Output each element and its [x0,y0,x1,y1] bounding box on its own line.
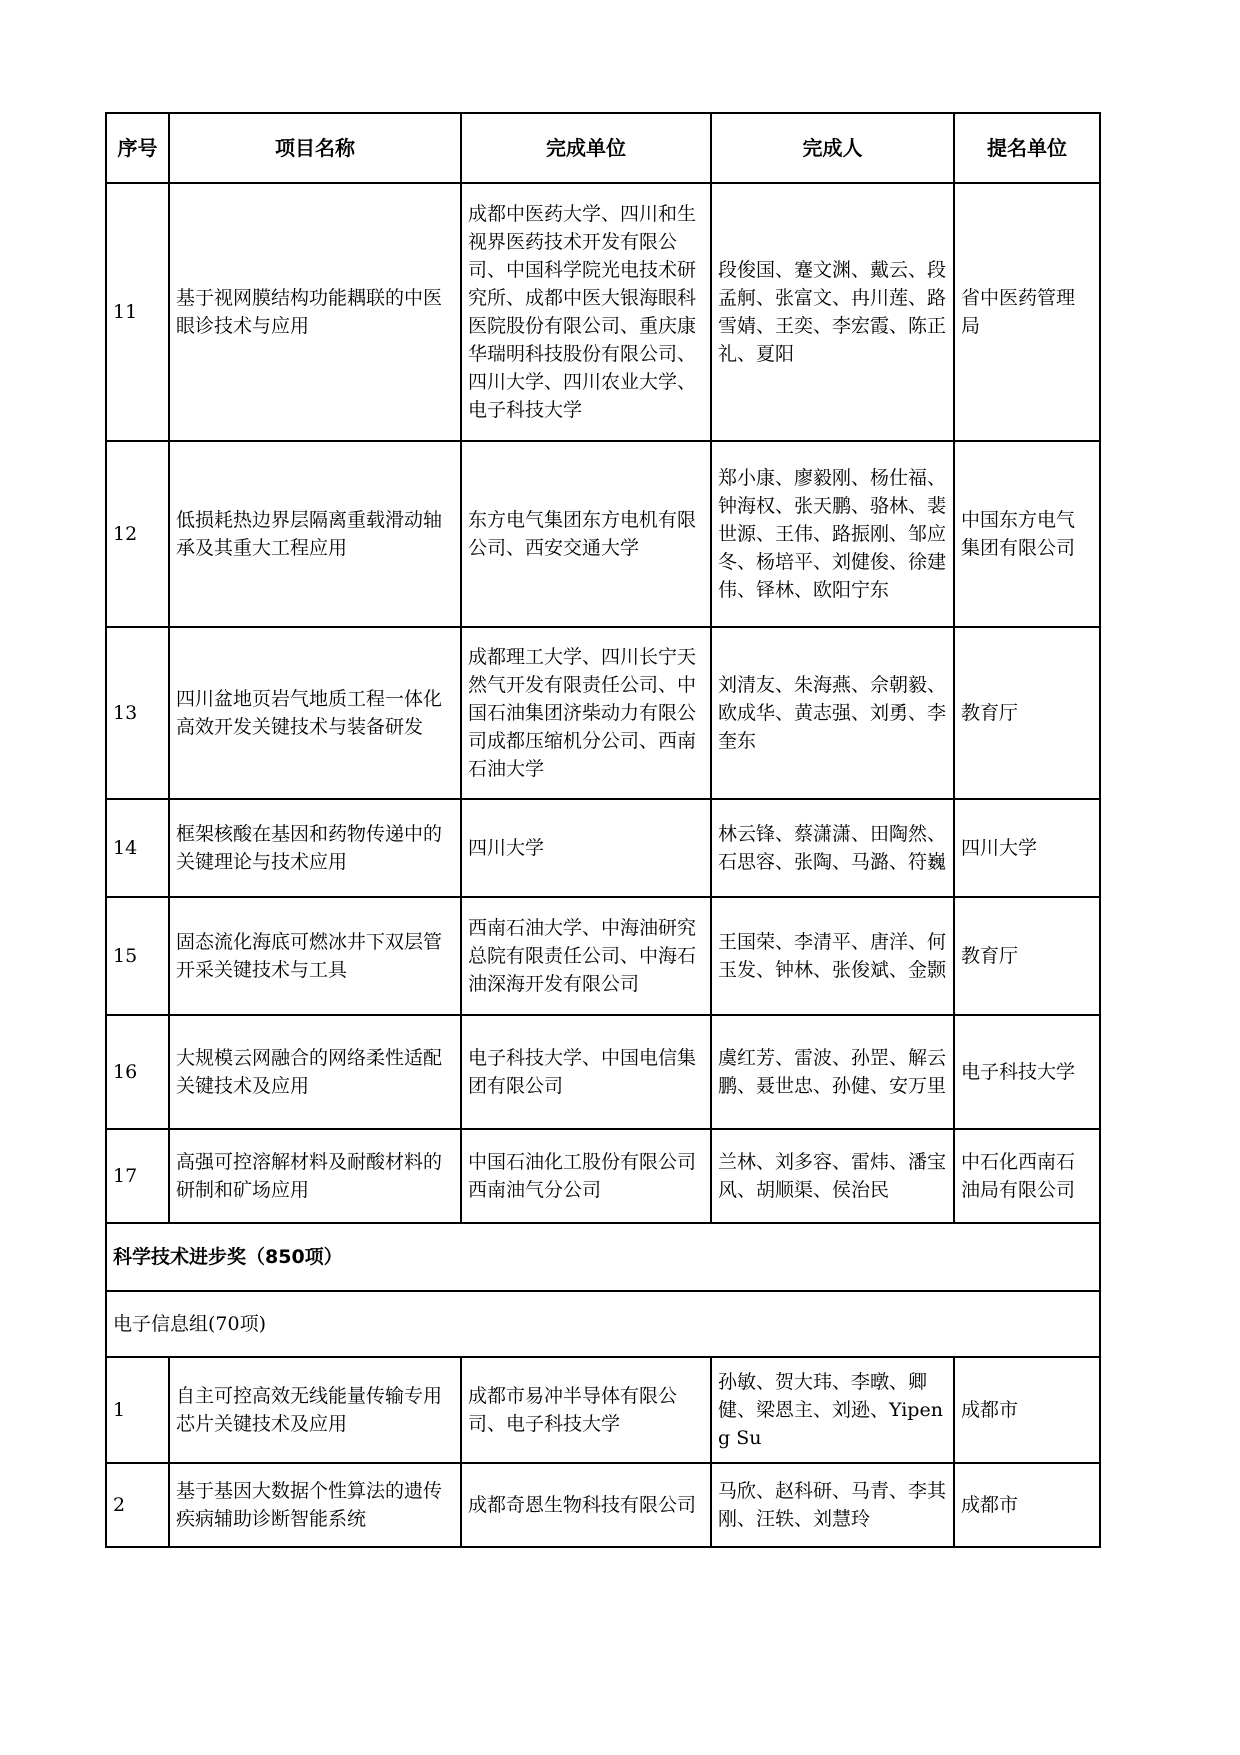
nominating-unit: 省中医药管理局 [954,183,1100,441]
row-number: 2 [106,1463,169,1547]
nominating-unit: 四川大学 [954,799,1100,897]
completing-units: 成都中医药大学、四川和生视界医药技术开发有限公司、中国科学院光电技术研究所、成都中医大银海眼科医院股份有限公司、重庆康华瑞明科技股份有限公司、四川大学、四川农业大学、电子科技大学 [461,183,711,441]
nominating-unit: 中国东方电气集团有限公司 [954,441,1100,627]
nominating-unit: 成都市 [954,1463,1100,1547]
project-name: 固态流化海底可燃冰井下双层管开采关键技术与工具 [169,897,461,1015]
header-serial: 序号 [106,113,169,183]
completing-units: 四川大学 [461,799,711,897]
completing-units: 中国石油化工股份有限公司西南油气分公司 [461,1129,711,1223]
completers: 段俊国、蹇文渊、戴云、段孟舸、张富文、冉川莲、路雪婧、王奕、李宏霞、陈正礼、夏阳 [711,183,954,441]
row-number: 17 [106,1129,169,1223]
nominating-unit: 成都市 [954,1357,1100,1463]
completing-units: 成都市易冲半导体有限公司、电子科技大学 [461,1357,711,1463]
completing-units: 电子科技大学、中国电信集团有限公司 [461,1015,711,1129]
completers: 王国荣、李清平、唐洋、何玉发、钟林、张俊斌、金颢 [711,897,954,1015]
nominating-unit: 教育厅 [954,627,1100,799]
project-name: 高强可控溶解材料及耐酸材料的研制和矿场应用 [169,1129,461,1223]
row-number: 11 [106,183,169,441]
completers: 郑小康、廖毅刚、杨仕福、钟海权、张天鹏、骆林、裴世源、王伟、路振刚、邹应冬、杨培平、刘健俊、徐建伟、铎林、欧阳宁东 [711,441,954,627]
table-row [106,897,1100,1015]
completers: 林云锋、蔡潇潇、田陶然、石思容、张陶、马潞、符巍 [711,799,954,897]
project-name: 基于视网膜结构功能耦联的中医眼诊技术与应用 [169,183,461,441]
nominating-unit: 中石化西南石油局有限公司 [954,1129,1100,1223]
project-name: 大规模云网融合的网络柔性适配关键技术及应用 [169,1015,461,1129]
awards-table [105,112,1101,1548]
completing-units: 东方电气集团东方电机有限公司、西安交通大学 [461,441,711,627]
header-units: 完成单位 [461,113,711,183]
project-name: 基于基因大数据个性算法的遗传疾病辅助诊断智能系统 [169,1463,461,1547]
table-row [106,799,1100,897]
completing-units: 西南石油大学、中海油研究总院有限责任公司、中海石油深海开发有限公司 [461,897,711,1015]
completing-units: 成都理工大学、四川长宁天然气开发有限责任公司、中国石油集团济柴动力有限公司成都压缩机分公司、西南石油大学 [461,627,711,799]
project-name: 低损耗热边界层隔离重载滑动轴承及其重大工程应用 [169,441,461,627]
table-row [106,1129,1100,1223]
row-number: 15 [106,897,169,1015]
completers: 虞红芳、雷波、孙罡、解云鹏、聂世忠、孙健、安万里 [711,1015,954,1129]
row-number: 16 [106,1015,169,1129]
table-row [106,1357,1100,1463]
table-row [106,183,1100,441]
nominating-unit: 教育厅 [954,897,1100,1015]
completers: 兰林、刘多容、雷炜、潘宝风、胡顺渠、侯治民 [711,1129,954,1223]
group-title: 电子信息组(70项) [106,1291,1100,1357]
completers: 马欣、赵科研、马青、李其刚、汪轶、刘慧玲 [711,1463,954,1547]
row-number: 14 [106,799,169,897]
table-row [106,1463,1100,1547]
table-row [106,627,1100,799]
completers: 刘清友、朱海燕、佘朝毅、欧成华、黄志强、刘勇、李奎东 [711,627,954,799]
project-name: 自主可控高效无线能量传输专用芯片关键技术及应用 [169,1357,461,1463]
row-number: 13 [106,627,169,799]
completing-units: 成都奇恩生物科技有限公司 [461,1463,711,1547]
project-name: 框架核酸在基因和药物传递中的关键理论与技术应用 [169,799,461,897]
table-row [106,1015,1100,1129]
header-nominator: 提名单位 [954,113,1100,183]
row-number: 12 [106,441,169,627]
header-people: 完成人 [711,113,954,183]
section-title: 科学技术进步奖（850项） [106,1223,1100,1291]
header-project-name: 项目名称 [169,113,461,183]
row-number: 1 [106,1357,169,1463]
table-row [106,441,1100,627]
header-row [106,113,1100,183]
completers: 孙敏、贺大玮、李暾、卿健、梁恩主、刘逊、Yipeng Su [711,1357,954,1463]
project-name: 四川盆地页岩气地质工程一体化高效开发关键技术与装备研发 [169,627,461,799]
group-row [106,1291,1100,1357]
section-row [106,1223,1100,1291]
nominating-unit: 电子科技大学 [954,1015,1100,1129]
